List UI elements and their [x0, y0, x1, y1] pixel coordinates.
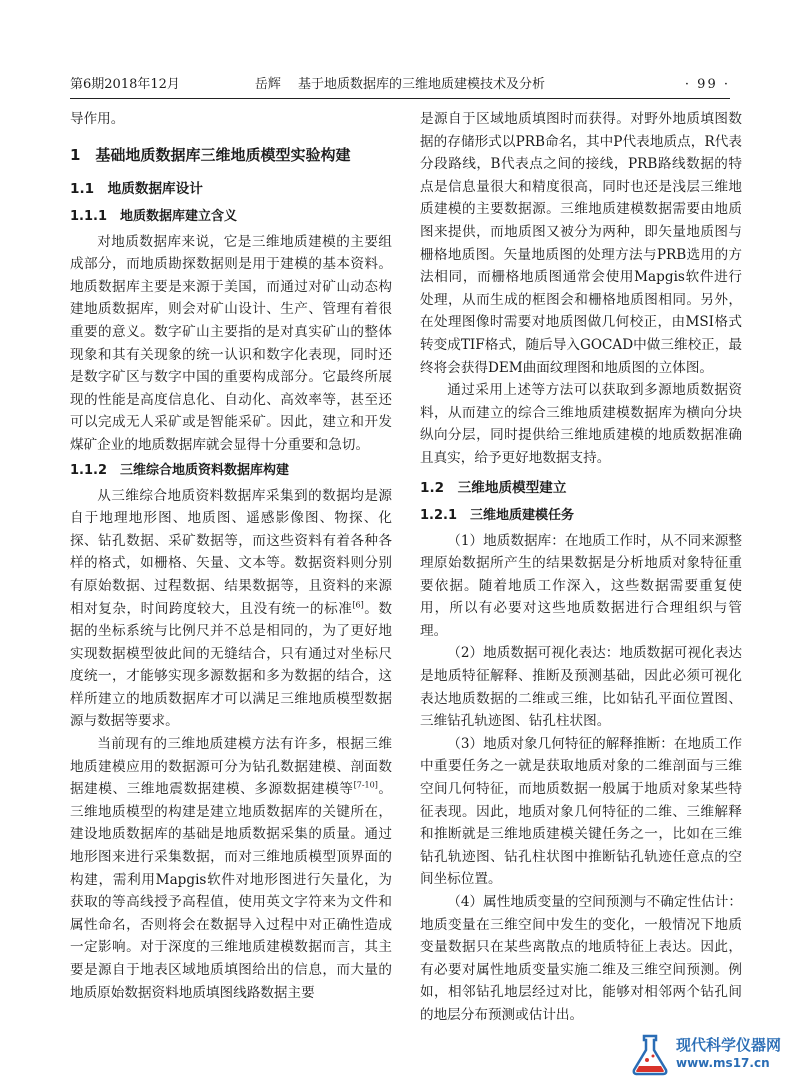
- section-1-heading: 1 基础地质数据库三维地质模型实验构建: [70, 145, 351, 164]
- site-watermark: [630, 1030, 790, 1080]
- paragraph-data-sources: 从三维综合地质资料数据库采集到的数据均是源自于地理地形图、地质图、遥感影像图、物探、化探、钻孔数据、采矿数据等，而这些资料有着各种各样的格式，如栅格、矢量、文本等。数据资料则分别有原始数据、过程数据、结果数据等，且资料的来源相对复杂，时间跨度较大，且没有统一的标准[6]。数据的坐标系统与比例尺并不总是相同的，为了更好地实现数据模型彼此间的无缝结合，只有通过对坐标尺度统一，才能够实现多源数据和多为数据的结合，这样所建立的地质数据库才可以满足三维地质模型数据源与数据等要求。: [70, 487, 393, 730]
- task-item-3: （3）地质对象几何特征的解释推断：在地质工作中重要任务之一就是获取地质对象的二维剖面与三维空间几何特征，而地质数据一般属于地质对象某些特征表现。因此，地质对象几何特征的二维、三维解释和推断就是三维地质建模关键任务之一，比如在三维钻孔轨迹图、钻孔柱状图中推断钻孔轨迹任意点的空间坐标位置。: [420, 735, 742, 888]
- section-1-2-heading: 1.2 三维地质模型建立: [420, 479, 567, 496]
- section-1-1-heading: 1.1 地质数据库设计: [70, 180, 203, 197]
- watermark-url: www.ms17.cn: [676, 1056, 770, 1070]
- citation: [6]: [352, 599, 364, 609]
- journal-issue: 第6期2018年12月: [70, 77, 180, 92]
- task-item-1: （1）地质数据库：在地质工作时，从不同来源整理原始数据所产生的结果数据是分析地质对象特征重要依据。随着地质工作深入，这些数据需要重复使用，所以有必要对这些地质数据进行合理组织与管理。: [420, 532, 742, 639]
- section-1-1-2-heading: 1.1.2 三维综合地质资料数据库构建: [70, 462, 290, 478]
- paragraph-multi-source: 通过采用上述等方法可以获取到多源地质数据资料，从而建立的综合三维地质建模数据库为横向分块纵向分层，同时提供给三维地质建模的地质数据准确且真实，给予更好地数据支持。: [420, 382, 742, 466]
- page-header: [70, 72, 730, 99]
- page-number: · 99 ·: [684, 77, 730, 92]
- section-1-2-1-heading: 1.2.1 三维地质建模任务: [420, 507, 575, 523]
- paragraph-prb-data: 是源自于区域地质填图时而获得。对野外地质填图数据的存储形式以PRB命名，其中P代表地质点，R代表分段路线，B代表点之间的接线，PRB路线数据的特点是信息量很大和精度很高，同时也还是浅层三维地质建模的主要数据源。三维地质建模数据需要由地质图来提供，而地质图又被分为两种，即矢量地质图与栅格地质图。矢量地质图的处理方法与PRB选用的方法相同，而栅格地质图通常会使用Mapgis软件进行处理，从而生成的框图会和栅格地质图相同。另外，在处理图像时需要对地质图做几何校正，由MSI格式转变成TIF格式，随后导入GOCAD中做三维校正，最终将会获得DEM曲面纹理图和地质图的立体图。: [420, 111, 742, 376]
- continued-paragraph: 导作用。: [70, 111, 125, 127]
- citation: [7-10]: [353, 780, 378, 790]
- left-column: [70, 108, 392, 1004]
- right-column: [420, 108, 742, 1027]
- paragraph-database-meaning: 对地质数据库来说，它是三维地质建模的主要组成部分，而地质勘探数据则是用于建模的基本资料。地质数据库主要是来源于美国，而通过对矿山动态构建地质数据库，则会对矿山设计、生产、管理有着很重要的意义。数字矿山主要指的是对真实矿山的整体现象和其有关现象的统一认识和数字化表现，同时还是数字矿区与数字中国的重要构成部分。它最终所展现的性能是高度信息化、自动化、高效率等，甚至还可以完成无人采矿或是智能采矿。因此，建立和开发煤矿企业的地质数据库就会显得十分重要和急切。: [70, 233, 392, 453]
- flask-logo-icon: [630, 1032, 670, 1076]
- section-1-1-1-heading: 1.1.1 地质数据库建立含义: [70, 208, 238, 224]
- running-title: 岳辉 基于地质数据库的三维地质建模技术及分析: [254, 77, 546, 92]
- paragraph-modeling-methods: 当前现有的三维地质建模方法有许多，根据三维地质建模应用的数据源可分为钻孔数据建模、剖面数据建模、三维地震数据建模、多源数据建模等[7-10]。三维地质模型的构建是建立地质数据库的关键所在，建设地质数据库的基础是地质数据采集的质量。通过地形图来进行采集数据，而对三维地质模型顶界面的构建，需利用Mapgis软件对地形图进行矢量化，为获取的等高线授予高程值，使用英文字符来为文件和属性命名，否则将会在数据导入过程中对正确性造成一定影响。对于深度的三维地质建模数据而言，其主要是源自于地表区域地质填图给出的信息，而大量的地质原始数据资料地质填图线路数据主要: [70, 736, 393, 1001]
- task-item-4: （4）属性地质变量的空间预测与不确定性估计：地质变量在三维空间中发生的变化，一般情况下地质变量数据只在某些离散点的地质特征上表达。因此，有必要对属性地质变量实施二维及三维空间预测。例如，相邻钻孔地层经过对比，能够对相邻两个钻孔间的地层分布预测或估计出。: [420, 894, 742, 1023]
- watermark-title: 现代科学仪器网: [676, 1036, 782, 1054]
- task-item-2: （2）地质数据可视化表达：地质数据可视化表达是地质特征解释、推断及预测基础，因此必须可视化表达地质数据的二维或三维，比如钻孔平面位置图、三维钻孔轨迹图、钻孔柱状图。: [420, 645, 742, 730]
